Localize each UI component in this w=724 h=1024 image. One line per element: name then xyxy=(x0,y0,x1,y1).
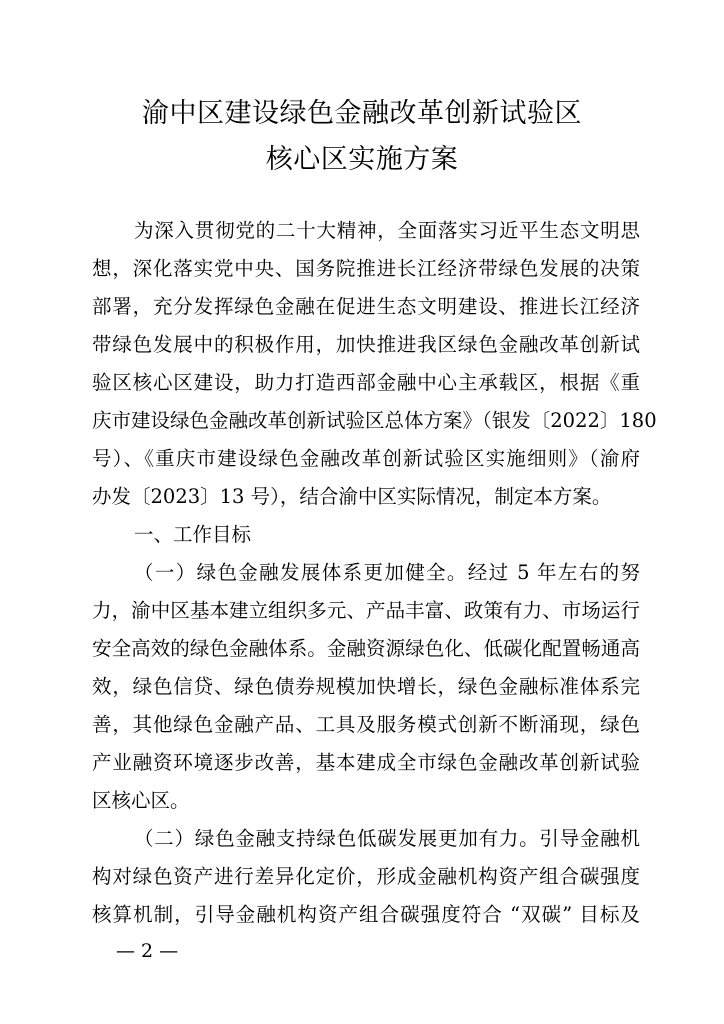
paragraph-3-line-3: 核算机制，引导金融机构资产组合碳强度符合 “双碳” 目标及 xyxy=(92,903,640,926)
paragraph-2-line-7: 区核心区。 xyxy=(92,789,190,812)
paragraph-1-line-2: 想，深化落实党中央、国务院推进长江经济带绿色发展的决策 xyxy=(92,257,640,280)
paragraph-2-line-6: 产业融资环境逐步改善，基本建成全市绿色金融改革创新试验 xyxy=(92,751,640,774)
paragraph-2-line-3: 安全高效的绿色金融体系。金融资源绿色化、低碳化配置畅通高 xyxy=(92,637,640,660)
paragraph-1-line-1: 为深入贯彻党的二十大精神，全面落实习近平生态文明思 xyxy=(134,219,640,242)
paragraph-2-line-4: 效，绿色信贷、绿色债券规模加快增长，绿色金融标准体系完 xyxy=(92,675,640,698)
page-number: — 2 — xyxy=(116,940,179,962)
paragraph-1-line-8: 办发〔2023〕13 号），结合渝中区实际情况，制定本方案。 xyxy=(92,485,612,508)
paragraph-2-line-2: 力，渝中区基本建立组织多元、产品丰富、政策有力、市场运行 xyxy=(92,599,640,622)
paragraph-1-line-4: 带绿色发展中的积极作用，加快推进我区绿色金融改革创新试 xyxy=(92,333,640,356)
paragraph-1-line-3: 部署，充分发挥绿色金融在促进生态文明建设、推进长江经济 xyxy=(92,295,640,318)
document-title-line-2: 核心区实施方案 xyxy=(265,144,459,175)
paragraph-2-line-5: 善，其他绿色金融产品、工具及服务模式创新不断涌现，绿色 xyxy=(92,713,640,736)
paragraph-1-line-5: 验区核心区建设，助力打造西部金融中心主承载区，根据《重 xyxy=(92,371,640,394)
section-heading-1: 一、工作目标 xyxy=(134,523,252,546)
paragraph-3-line-2: 构对绿色资产进行差异化定价，形成金融机构资产组合碳强度 xyxy=(92,865,640,888)
paragraph-1-line-6: 庆市建设绿色金融改革创新试验区总体方案》（银发〔2022〕180 xyxy=(92,409,657,432)
document-title-line-1: 渝中区建设绿色金融改革创新试验区 xyxy=(142,98,582,129)
paragraph-2-line-1: （一）绿色金融发展体系更加健全。经过 5 年左右的努 xyxy=(134,561,640,584)
paragraph-3-line-1: （二）绿色金融支持绿色低碳发展更加有力。引导金融机 xyxy=(134,827,640,850)
paragraph-1-line-7: 号）、《重庆市建设绿色金融改革创新试验区实施细则》（渝府 xyxy=(92,447,640,470)
